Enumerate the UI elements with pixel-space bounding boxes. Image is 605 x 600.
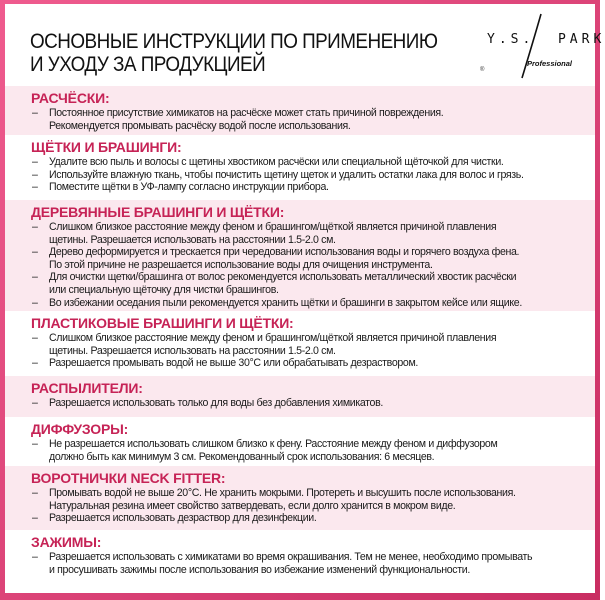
- item-text-line: Разрешается использовать дезраствор для дезинфекции.: [49, 512, 317, 525]
- item-text-line: Слишком близкое расстояние между феном и брашингом/щёткой является причиной плавления: [49, 221, 497, 233]
- item-text-line: Удалите всю пыль и волосы с щетины хвостиком расчёски или специальной щёточкой для чистки.: [49, 156, 504, 168]
- bullet-dash: –: [32, 181, 38, 194]
- section: [5, 376, 595, 417]
- list-item: [31, 181, 585, 194]
- list-item: [31, 221, 585, 246]
- item-text-line: По этой причине не разрешается использование воды для очищения инструмента.: [49, 258, 433, 271]
- logo-brand-left: Y.S.: [487, 32, 535, 47]
- item-text-line: щетины. Разрешается использовать на расстоянии 1.5-2.0 см.: [49, 233, 336, 246]
- section: [5, 466, 595, 530]
- item-text-line: щетины. Разрешается использовать на расстоянии 1.5-2.0 см.: [49, 344, 336, 357]
- brand-logo: [465, 10, 605, 85]
- item-text-line: Разрешается использовать только для воды без добавления химикатов.: [49, 397, 383, 409]
- bullet-dash: –: [32, 397, 38, 409]
- item-text-line: Разрешается использовать с химикатами во время окрашивания. Тем не менее, необходимо промывать: [49, 551, 533, 563]
- bullet-dash: –: [32, 551, 38, 563]
- list-item: [31, 271, 585, 296]
- bullet-dash: –: [32, 221, 38, 233]
- bullet-dash: –: [32, 512, 38, 525]
- list-item: [31, 438, 585, 463]
- list-item: [31, 246, 585, 271]
- section: [5, 530, 595, 588]
- item-text-line: Во избежании оседания пыли рекомендуется хранить щётки и брашинги в закрытом кейсе или ящике.: [49, 296, 522, 309]
- section: [5, 311, 595, 376]
- list-item: [31, 169, 585, 182]
- bullet-dash: –: [32, 168, 38, 181]
- item-text-line: Используйте влажную ткань, чтобы почистить щетину щеток и удалить остатки лака для волос и грязь.: [49, 168, 524, 181]
- item-text-line: Для очистки щетки/брашинга от волос рекомендуется использовать металлический хвостик расчёски: [49, 271, 517, 284]
- item-text-line: и просушивать зажимы после использования во избежание изменений функциональности.: [49, 563, 470, 576]
- section-heading: ПЛАСТИКОВЫЕ БРАШИНГИ И ЩЁТКИ:: [31, 315, 294, 331]
- item-text-line: Натуральная резина имеет свойство затвердевать, если долго хранится в мокром виде.: [49, 499, 456, 512]
- item-text-line: должно быть как минимум 3 см. Рекомендованный срок использования: 6 месяцев.: [49, 450, 435, 463]
- instruction-sections: [5, 86, 595, 588]
- item-text-line: Не разрешается использовать слишком близко к фену. Расстояние между феном и диффузором: [49, 438, 498, 450]
- section-heading: РАСПЫЛИТЕЛИ:: [31, 380, 143, 396]
- item-text-line: Разрешается промывать водой не выше 30°C или обрабатывать дезраствором.: [49, 357, 418, 370]
- header: [5, 4, 605, 86]
- section: [5, 200, 595, 311]
- bullet-dash: –: [32, 357, 38, 370]
- title-line-1: ОСНОВНЫЕ ИНСТРУКЦИИ ПО ПРИМЕНЕНИЮ: [30, 30, 438, 53]
- list-item: [31, 332, 585, 357]
- bullet-dash: –: [32, 438, 38, 450]
- logo-brand-right: PARK: [557, 32, 605, 47]
- bullet-dash: –: [32, 271, 38, 284]
- section: [5, 86, 595, 135]
- list-item: [31, 551, 585, 576]
- logo-registered-mark: ®: [480, 67, 485, 73]
- list-item: [31, 297, 585, 310]
- section-heading: ЩЁТКИ И БРАШИНГИ:: [31, 139, 182, 155]
- bullet-dash: –: [32, 246, 38, 259]
- list-item: [31, 107, 585, 132]
- title-line-2: И УХОДУ ЗА ПРОДУКЦИЕЙ: [30, 53, 266, 76]
- list-item: [31, 487, 585, 512]
- item-text-line: Слишком близкое расстояние между феном и брашингом/щёткой является причиной плавления: [49, 332, 497, 344]
- logo-professional: Professional: [527, 59, 573, 68]
- list-item: [31, 357, 585, 370]
- section-heading: ВОРОТНИЧКИ NECK FITTER:: [31, 470, 226, 486]
- item-text-line: Постоянное присутствие химикатов на расчёске может стать причиной повреждения.: [49, 107, 444, 119]
- section-heading: ЗАЖИМЫ:: [31, 534, 102, 550]
- bullet-dash: –: [32, 332, 38, 344]
- section: [5, 417, 595, 466]
- section: [5, 135, 595, 200]
- item-text-line: Рекомендуется промывать расчёску водой после использования.: [49, 119, 351, 132]
- bullet-dash: –: [32, 296, 38, 309]
- bullet-dash: –: [32, 156, 38, 168]
- item-text-line: Промывать водой не выше 20°C. Не хранить мокрыми. Протереть и высушить после использования.: [49, 487, 516, 499]
- section-heading: ДИФФУЗОРЫ:: [31, 421, 129, 437]
- item-text-line: Дерево деформируется и трескается при чередовании использования воды и горячего воздуха фена.: [49, 246, 520, 259]
- item-text-line: или специальную щёточку для чистки брашингов.: [49, 283, 279, 296]
- list-item: [31, 156, 585, 169]
- logo-brand: [487, 32, 605, 47]
- section-heading: РАСЧЁСКИ:: [31, 90, 110, 106]
- page-title: [30, 30, 437, 76]
- logo-slash-icon: [465, 10, 585, 85]
- list-item: [31, 512, 585, 525]
- list-item: [31, 397, 585, 410]
- section-heading: ДЕРЕВЯННЫЕ БРАШИНГИ И ЩЁТКИ:: [31, 204, 285, 220]
- bullet-dash: –: [32, 487, 38, 499]
- item-text-line: Поместите щётки в УФ-лампу согласно инструкции прибора.: [49, 181, 329, 194]
- bullet-dash: –: [32, 107, 38, 119]
